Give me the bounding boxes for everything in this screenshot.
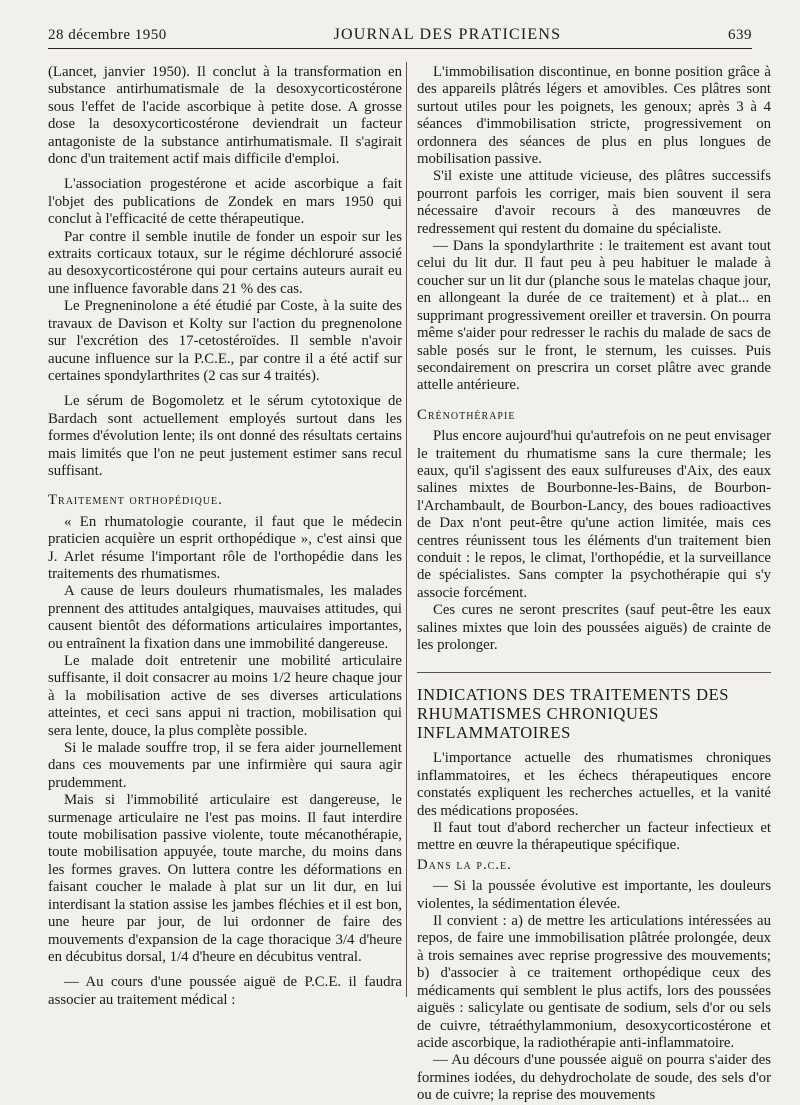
paragraph: Si le malade souffre trop, il se fera aider journellement dans ces mouvements par une infirmière qui saura agir prudemment. (48, 740, 402, 791)
issue-date: 28 décembre 1950 (48, 26, 167, 43)
paragraph: Le malade doit entretenir une mobilité articulaire suffisante, il doit consacrer au moins 1/2 heure chaque jour à la mobilisation active de ses diverses articulations atteintes, et ceci sans appui ni traction, mobilisation qui sera lente, douce, la plus complète possible. (48, 653, 402, 739)
journal-title: JOURNAL DES PRATICIENS (333, 26, 562, 43)
paragraph: — Au décours d'une poussée aiguë on pourra s'aider des formines iodées, du dehydrocholate de soude, des sels d'or ou de cuivre; la reprise des mouvements (417, 1052, 771, 1104)
section-heading-orthopedique: Traitement orthopédique. (48, 492, 223, 509)
paragraph: Le sérum de Bogomoletz et le sérum cytotoxique de Bardach sont actuellement employés surtout dans les formes d'évolution lente; ils ont donné des résultats certains mais limités que l'on ne peut justement estimer sans recul suffisant. (48, 393, 402, 479)
right-column (417, 64, 771, 1105)
column-divider (406, 62, 407, 997)
paragraph: L'importance actuelle des rhumatismes chroniques inflammatoires, et les échecs thérapeutiques encore constatés expliquent les recherches actuelles, et la vanité des médications proposées. (417, 750, 771, 819)
paragraph: « En rhumatologie courante, il faut que le médecin praticien acquière un esprit orthopédique », c'est ainsi que J. Arlet résume l'important rôle de l'orthopédie dans les traitements des rhumatismes. (48, 513, 402, 582)
paragraph: Par contre il semble inutile de fonder un espoir sur les extraits corticaux totaux, sur le régime déchloruré associé au desoxycorticostérone qui pour certains auteurs aurait eu une influence favorable dans 21 % des cas. (48, 228, 402, 297)
paragraph: Il faut tout d'abord rechercher un facteur infectieux et mettre en œuvre la thérapeutique spécifique. (417, 820, 771, 854)
section-title-indications: INDICATIONS DES TRAITEMENTS DES RHUMATISMES CHRONIQUES INFLAMMATOIRES (417, 685, 730, 743)
page-number: 639 (728, 26, 752, 43)
paragraph: Il convient : a) de mettre les articulations intéressées au repos, de faire une immobilisation plâtrée prolongée, deux à trois semaines avec reprise progressive des mouvements; b) d'associer à ce traitement orthopédique ceux des médicaments qui semblent le plus actifs, lors des poussées aiguës : salicylate ou gentisate de sodium, sels d'or ou sels de cuivre, tétraéthylammonium, desoxycorticostérone et acide ascorbique, la radiothérapie anti-inflammatoire. (417, 913, 771, 1051)
paragraph: A cause de leurs douleurs rhumatismales, les malades prennent des attitudes antalgiques, mauvaises attitudes, qui causent bientôt des déformations articulaires importantes, ou entraînent la fixation dans une immobilité dangereuse. (48, 583, 402, 652)
paragraph: — Dans la spondylarthrite : le traitement est avant tout celui du lit dur. Il faut peu à peu habituer le malade à coucher sur un lit dur (planche sous le matelas chaque jour, en allongeant la durée de ce traitement) et à plat... en supprimant progressivement oreiller et traversin. On pourra même s'aider pour redresser le rachis du malade de sacs de sable posés sur le front, le sternum, les cuisses. Puis secondairement on prescrira un corset plâtre avec grande attelle antérieure. (417, 238, 771, 394)
paragraph: S'il existe une attitude vicieuse, des plâtres successifs pourront parfois les corriger, mais bien souvent il sera nécessaire d'avoir recours à des manœuvres de redressement qui restent du domaine du spécialiste. (417, 168, 771, 237)
paragraph: Ces cures ne seront prescrites (sauf peut-être les eaux salines mixtes que loin des poussées aiguës) de crainte de les prolonger. (417, 602, 771, 653)
section-rule (417, 672, 771, 673)
header-rule (48, 48, 752, 49)
page-header (48, 22, 752, 48)
section-heading-pce: Dans la p.c.e. (417, 856, 512, 873)
left-column (48, 64, 402, 1009)
paragraph: Plus encore aujourd'hui qu'autrefois on ne peut envisager le traitement du rhumatisme sans la cure thermale; les eaux, qu'il s'agissent des eaux sulfureuses d'Aix, des eaux salines mixtes de Bourbonne-les-Bains, de Bourbon-l'Archambault, de Bourbon-Lancy, des boues radioactives de Dax n'ont peut-être qu'une action limitée, mais ces centres réunissent tous les éléments d'un traitement bien conduit : le repos, le climat, l'orthopédie, et la surveillance de spécialistes. Sans compter la psychothérapie qui s'y associe forcément. (417, 428, 771, 601)
paragraph: — Si la poussée évolutive est importante, les douleurs violentes, la sédimentation élevée. (417, 878, 771, 912)
section-heading-crenotherapie: Crénothérapie (417, 406, 516, 423)
paragraph: (Lancet, janvier 1950). Il conclut à la transformation en substance antirhumatismale de la desoxycorticostérone sous l'effet de l'acide ascorbique à petite dose. A grosse dose la desoxycorticostérone deviendrait un facteur antagoniste de la substance antirhumatismale. Il s'agirait donc d'un traitement actif mais difficile d'emploi. (48, 64, 402, 168)
paragraph: L'immobilisation discontinue, en bonne position grâce à des appareils plâtrés légers et amovibles. Ces plâtres sont surtout utiles pour les poignets, les genoux; après 3 à 4 séances d'immobilisation stricte, progressivement on ordonnera des séances de plus en plus longues de mobilisation passive. (417, 64, 771, 168)
paragraph: Mais si l'immobilité articulaire est dangereuse, le surmenage articulaire ne l'est pas moins. Il faut interdire toute mobilisation passive violente, toute mécanothérapie, toute mobilisation appuyée, toute marche, du moins dans les formes graves. On luttera contre les déformations en faisant coucher le malade à plat sur un lit dur, en lui interdisant la station assise les jambes fléchies et il est bon, une heure par jour, de lui ordonner de faire des mouvements d'expansion de la cage thoracique 3/4 d'heure en décubitus dorsal, 1/4 d'heure en décubitus ventral. (48, 792, 402, 965)
paragraph: Le Pregneninolone a été étudié par Coste, à la suite des travaux de Davison et Kolty sur l'action du pregnenolone sur l'excrétion des 17-cetostéroïdes. Il semble n'avoir aucune influence sur la P.C.E., par contre il a été actif sur certaines spondylarthrites (2 cas sur 4 traités). (48, 298, 402, 384)
paragraph: L'association progestérone et acide ascorbique a fait l'objet des publications de Zondek en mars 1950 qui conclut à l'efficacité de cette thérapeutique. (48, 176, 402, 228)
paragraph: — Au cours d'une poussée aiguë de P.C.E. il faudra associer au traitement médical : (48, 974, 402, 1008)
